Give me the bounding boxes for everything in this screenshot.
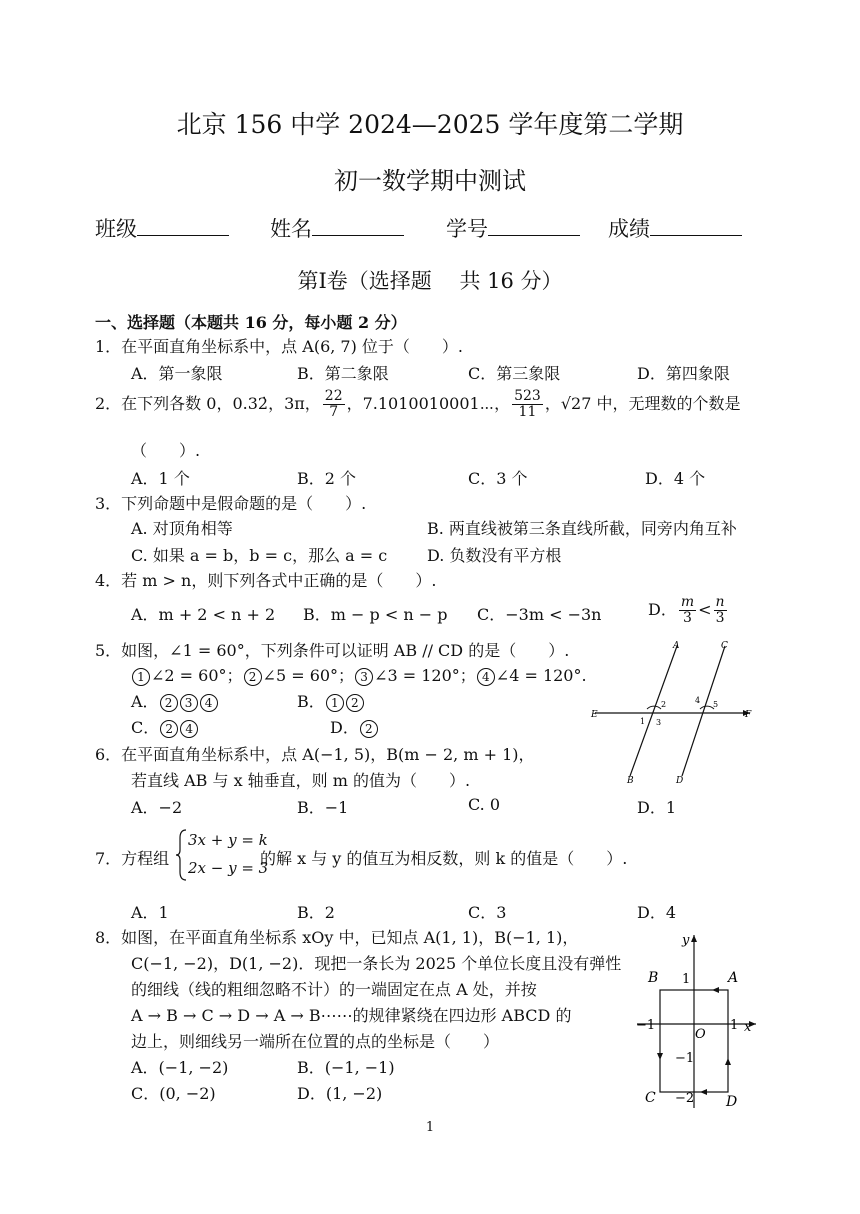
q5-cond-num-2: 2	[244, 668, 262, 686]
q5-angle-label-4: 4	[695, 696, 701, 705]
q2-pre: 2．在下列各数 0，0.32̇，3π，	[95, 394, 321, 413]
q2-f1-denominator: 7	[329, 404, 339, 420]
q5-cond-num-3: 3	[355, 668, 373, 686]
q3-option-c: C. 如果 a = b，b = c，那么 a = c	[131, 546, 388, 565]
q5-option-c-label: C．	[131, 718, 160, 737]
q5-cond-3: ∠3 = 120°；	[374, 666, 476, 685]
q1-option-c: C．第三象限	[468, 364, 561, 383]
q4-optd-frac-1	[679, 595, 696, 626]
q8-option-c: C．(0, −2)	[131, 1084, 216, 1103]
q5-opt-c-num-2: 4	[180, 720, 198, 738]
q6-option-d: D．1	[637, 798, 677, 817]
q7-equation-2: 2x − y = 3	[188, 859, 269, 877]
q5-option-b-label: B．	[297, 692, 325, 711]
q4-optd-relation: <	[698, 600, 712, 619]
q4-option-b: B．m − p < n − p	[303, 605, 448, 624]
q5-figure	[585, 638, 760, 788]
page-number: 1	[425, 1120, 435, 1135]
q8-label-x: x	[744, 1020, 752, 1035]
q8-figure	[632, 930, 762, 1115]
q5-line-cd	[682, 646, 725, 776]
q5-stem: 5．如图，∠1 = 60°，下列条件可以证明 AB // CD 的是（ ）.	[95, 641, 570, 660]
q4-option-d	[648, 594, 729, 626]
q5-cond-1: ∠2 = 60°；	[151, 666, 243, 685]
q8-tick-xm1: −1	[636, 1018, 656, 1033]
q7-brace	[176, 828, 188, 882]
q7-option-c: C．3	[468, 903, 507, 922]
q8-label-o: O	[695, 1027, 706, 1042]
q2-option-d: D．4 个	[645, 469, 706, 488]
q8-tick-ym1: −1	[675, 1051, 695, 1066]
q5-cond-2: ∠5 = 60°；	[262, 666, 355, 685]
q1-option-b: B．第二象限	[297, 364, 389, 383]
q8-y-arrow	[691, 935, 697, 942]
q5-cond-4: ∠4 = 120°.	[495, 666, 587, 685]
q5-label-c: C	[721, 641, 728, 651]
q5-opt-a-num-2: 3	[180, 694, 198, 712]
q8-label-a: A	[728, 970, 739, 986]
field-name	[270, 213, 404, 243]
q7-equation-1: 3x + y = k	[188, 831, 268, 849]
q8-arrow-cd	[700, 1089, 707, 1095]
q4-optd-f1-den: 3	[683, 610, 692, 626]
part-heading: 一、选择题（本题共 16 分，每小题 2 分）	[95, 313, 407, 332]
q8-line-2: C(−1, −2)，D(1, −2)．现把一条长为 2025 个单位长度且没有弹性	[131, 954, 622, 973]
q7-option-a: A．1	[131, 903, 169, 922]
q4-option-d-label: D．	[648, 600, 677, 619]
q5-option-d	[330, 715, 379, 738]
q5-angle-arc-2	[700, 706, 714, 709]
q8-tick-y1: 1	[682, 972, 691, 987]
q5-opt-b-num-1: 1	[326, 694, 344, 712]
q5-option-c	[131, 715, 199, 738]
q5-line-ab	[630, 646, 677, 776]
q2-fraction-2	[512, 389, 543, 420]
field-name-blank	[312, 217, 404, 236]
q5-opt-d-num-1: 2	[360, 720, 378, 738]
q6-stem: 6．在平面直角坐标系中，点 A(−1, 5)，B(m − 2, m + 1)，	[95, 745, 535, 764]
q5-option-a-label: A．	[131, 692, 159, 711]
q8-label-d: D	[726, 1094, 738, 1110]
q2-option-c: C．3 个	[468, 469, 528, 488]
q5-opt-a-num-1: 2	[160, 694, 178, 712]
q5-opt-b-num-2: 2	[346, 694, 364, 712]
q5-angle-label-3: 3	[656, 718, 662, 727]
q8-option-d: D．(1, −2)	[297, 1084, 383, 1103]
q8-arrow-bc	[657, 1053, 663, 1060]
q3-option-b: B. 两直线被第三条直线所截，同旁内角互补	[427, 519, 737, 538]
q8-line-4: A → B → C → D → A → B⋯⋯的规律紧绕在四边形 ABCD 的	[131, 1006, 572, 1025]
q7-pre: 7．方程组	[95, 849, 170, 868]
field-id	[446, 213, 580, 243]
q7-option-b: B．2	[297, 903, 335, 922]
q6-continuation: 若直线 AB 与 x 轴垂直，则 m 的值为（ ）.	[131, 771, 471, 790]
q5-label-b: B	[627, 776, 634, 786]
field-class-blank	[137, 217, 229, 236]
q2-continuation: （ ）.	[131, 441, 201, 460]
field-score-label: 成绩	[608, 217, 650, 241]
q8-line-5: 边上，则细线另一端所在位置的点的坐标是（ ）	[131, 1032, 500, 1051]
field-name-label: 姓名	[270, 217, 312, 241]
q5-label-f: F	[745, 710, 752, 720]
q2-fraction-1	[323, 389, 345, 420]
q1-stem: 1．在平面直角坐标系中，点 A(6, 7) 位于（ ）.	[95, 337, 464, 356]
field-score-blank	[650, 217, 742, 236]
q5-conditions	[131, 663, 587, 686]
q3-option-d: D. 负数没有平方根	[427, 546, 562, 565]
section-heading: 第Ⅰ卷（选择题 共 16 分）	[297, 269, 563, 293]
q5-opt-a-num-3: 4	[200, 694, 218, 712]
q7-post: 的解 x 与 y 的值互为相反数，则 k 的值是（ ）.	[260, 849, 628, 868]
q8-option-a: A．(−1, −2)	[131, 1058, 229, 1077]
q8-arrow-ab	[712, 987, 719, 993]
q4-option-c: C．−3m < −3n	[477, 605, 602, 624]
q5-angle-label-1: 1	[640, 717, 646, 726]
q8-label-b: B	[648, 970, 659, 986]
q8-line-3: 的细线（线的粗细忽略不计）的一端固定在点 A 处，并按	[131, 980, 537, 999]
q5-label-d: D	[676, 776, 684, 786]
q1-option-d: D．第四象限	[637, 364, 730, 383]
q2-f1-numerator: 22	[324, 388, 343, 404]
q2-option-b: B．2 个	[297, 469, 357, 488]
q4-optd-f2-num: n	[715, 594, 725, 610]
q8-label-c: C	[645, 1090, 656, 1106]
q5-option-b	[297, 689, 365, 712]
q2-f2-denominator: 11	[518, 404, 537, 420]
q5-opt-c-num-1: 2	[160, 720, 178, 738]
exam-subtitle: 初一数学期中测试	[334, 167, 526, 195]
q2-mid: ，7.1010010001⋯，	[346, 394, 511, 413]
q8-arrow-da	[725, 1058, 731, 1065]
q6-option-b: B．−1	[297, 798, 349, 817]
q5-cond-num-4: 4	[477, 668, 495, 686]
q2-option-a: A．1 个	[131, 469, 190, 488]
q5-label-e: E	[591, 710, 598, 720]
field-id-blank	[488, 217, 580, 236]
field-class-label: 班级	[95, 217, 137, 241]
field-id-label: 学号	[446, 217, 488, 241]
q8-tick-ym2: −2	[675, 1091, 695, 1106]
q5-cond-num-1: 1	[132, 668, 150, 686]
q8-line-1: 8．如图，在平面直角坐标系 xOy 中，已知点 A(1, 1)，B(−1, 1)，	[95, 928, 579, 947]
q5-option-a	[131, 689, 219, 712]
q2-post: ，√27 中，无理数的个数是	[544, 394, 741, 413]
q4-optd-f1-num: m	[680, 594, 695, 610]
field-class	[95, 213, 229, 243]
q5-angle-label-5: 5	[713, 700, 719, 709]
q8-option-b: B．(−1, −1)	[297, 1058, 395, 1077]
q1-option-a: A．第一象限	[131, 364, 223, 383]
exam-title: 北京 156 中学 2024—2025 学年度第二学期	[176, 110, 684, 139]
q3-option-a: A. 对顶角相等	[131, 519, 233, 538]
field-score	[608, 213, 742, 243]
q4-stem: 4．若 m > n，则下列各式中正确的是（ ）.	[95, 571, 437, 590]
q5-angle-label-2: 2	[661, 700, 667, 709]
q4-optd-frac-2	[714, 595, 727, 626]
q3-stem: 3．下列命题中是假命题的是（ ）.	[95, 494, 367, 513]
q4-option-a: A．m + 2 < n + 2	[131, 605, 276, 624]
q6-option-c: C. 0	[468, 795, 501, 814]
q4-optd-f2-den: 3	[715, 610, 725, 626]
q7-option-d: D．4	[637, 903, 677, 922]
q8-label-y: y	[682, 933, 690, 948]
q6-option-a: A．−2	[131, 798, 183, 817]
q2-f2-numerator: 523	[514, 388, 541, 404]
q2-stem	[95, 388, 740, 420]
q8-tick-x1: 1	[730, 1018, 739, 1033]
q5-option-d-label: D．	[330, 718, 359, 737]
q5-label-a: A	[673, 641, 680, 651]
